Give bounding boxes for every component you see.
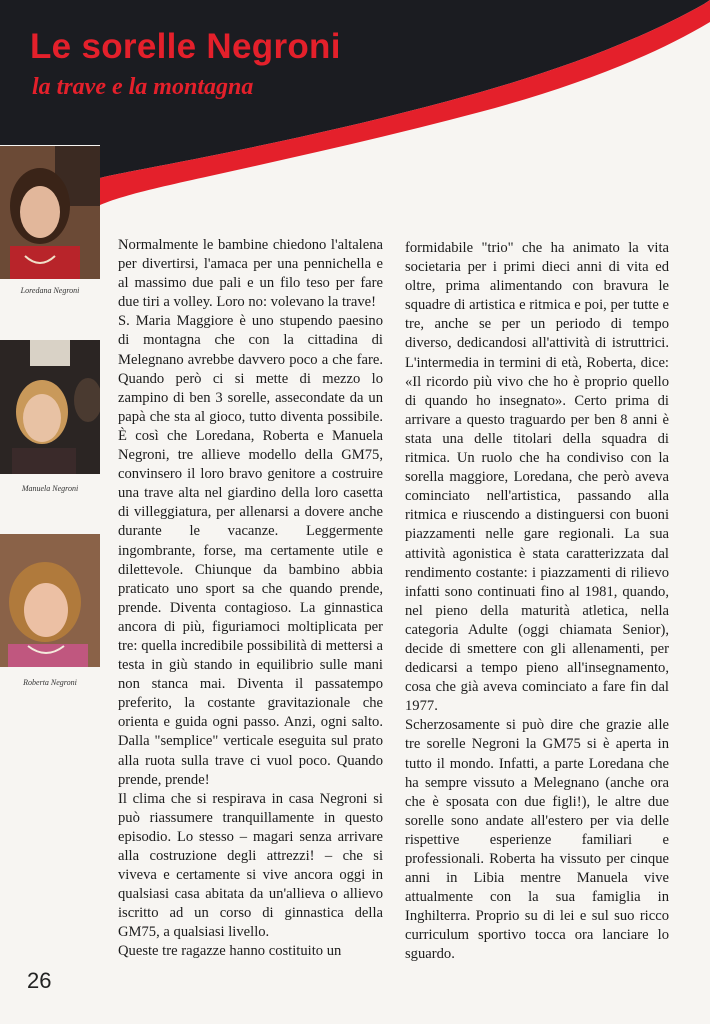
paragraph: Normalmente le bambine chiedono l'altalena per divertirsi, l'amaca per una pennichella e al massimo due pali e un filo teso per fare due tiri a volley. Loro no: volevano la trave! — [118, 237, 383, 311]
photo-loredana — [0, 146, 100, 279]
page-subtitle: la trave e la montagna — [32, 74, 254, 100]
page-number: 26 — [27, 968, 52, 993]
paragraph: Il clima che si respirava in casa Negroni si può riassumere tranquillamente in questo episodio. Lo stesso – magari senza arrivare alla costruzione degli attrezzi! – che si viveva e certamente si vive ancora oggi in qualsiasi casa abitata da un'allieva o allievo iscritto ad un corso di ginnastica della GM75, a qualsiasi livello. — [118, 790, 383, 941]
photo-caption: Manuela Negroni — [21, 484, 79, 493]
paragraph: S. Maria Maggiore è uno stupendo paesino di montagna che con la cittadina di Melegnano avrebbe davvero poco a che fare. Quando però ci si mette di mezzo lo zampino di ben 3 sorelle, assecondate da un papà che sta al gioco, tutto diventa possibile. È così che Loredana, Roberta e Manuela Negroni, tre allieve modello della GM75, convinsero il loro bravo genitore a costruire una trave alta nel giardino della loro casetta di villeggiatura, per allenarsi a dovere anche durante le vacanze. Leggermente ingombrante, forse, ma certamente utile e dilettevole. Chiunque da bambino abbia praticato uno sport sa che quando prende, prende. Diventa contagioso. La ginnastica ancora di più, figuriamoci moltiplicata per tre: quella incredibile possibilità di mettersi a testa in giù stando in equilibrio sulle mani non stanca mai. Diventa il passatempo preferito, la costante gravitazionale che orienta e guida ogni passo. Anzi, ogni salto. Dalla "semplice" verticale eseguita sul prato alla ruota sulla trave ci vuol poco. Quando prende, prende! — [118, 313, 383, 788]
photo-manuela — [0, 340, 100, 474]
page-title: Le sorelle Negroni — [30, 27, 341, 66]
photo-caption: Loredana Negroni — [20, 286, 80, 295]
paragraph: formidabile "trio" che ha animato la vita societaria per i primi dieci anni di vita ed oltre, prima alimentando con bravura le squadre di artistica e ritmica e poi, per tutte e tre, anche se per un periodo di tempo diverso, dedicandosi all'attività di istruttrici. L'intermedia in termini di età, Roberta, dice: «Il ricordo più vivo che ho è proprio quello di quando ho insegnato». Certo prima di arrivare a questo traguardo per ben 8 anni è stata una delle titolari della squadra di ritmica. Un ruolo che ha condiviso con la sorella maggiore, Loredana, che però aveva cominciato nell'artistica, passando alla ritmica e riuscendo a distinguersi con buoni piazzamenti nelle gare regionali. La sua attività agonistica è stata caratterizzata dal rendimento costante: i piazzamenti di rilievo infatti sono continuati fino al 1981, quando, nel pieno della maturità atletica, nella categoria Adulte (oggi chiamata Senior), decide di smettere con gli allenamenti, per dedicarsi a tempo pieno all'insegnamento, cosa che già aveva cominciato a fare fin dal 1977. — [405, 240, 669, 715]
paragraph: Scherzosamente si può dire che grazie alle tre sorelle Negroni la GM75 si è aperta in tutto il mondo. Infatti, a parte Loredana che ha sempre vissuto a Melegnano (anche ora che è sposata con due figli!), le altre due sorelle sono andate all'estero per via delle rispettive esperienze familiari e professionali. Roberta ha vissuto per cinque anni in Libia mentre Manuela vive attualmente con la sua famiglia in Inghilterra. Proprio su di lei e sul suo ricco curriculum sportivo tocca ora lanciare lo sguardo. — [405, 717, 669, 963]
photo-roberta — [0, 534, 100, 667]
article-column-right — [405, 239, 669, 965]
photo-caption: Roberta Negroni — [23, 678, 77, 687]
paragraph: Queste tre ragazze hanno costituito un — [118, 943, 342, 960]
article-column-left — [118, 236, 383, 962]
